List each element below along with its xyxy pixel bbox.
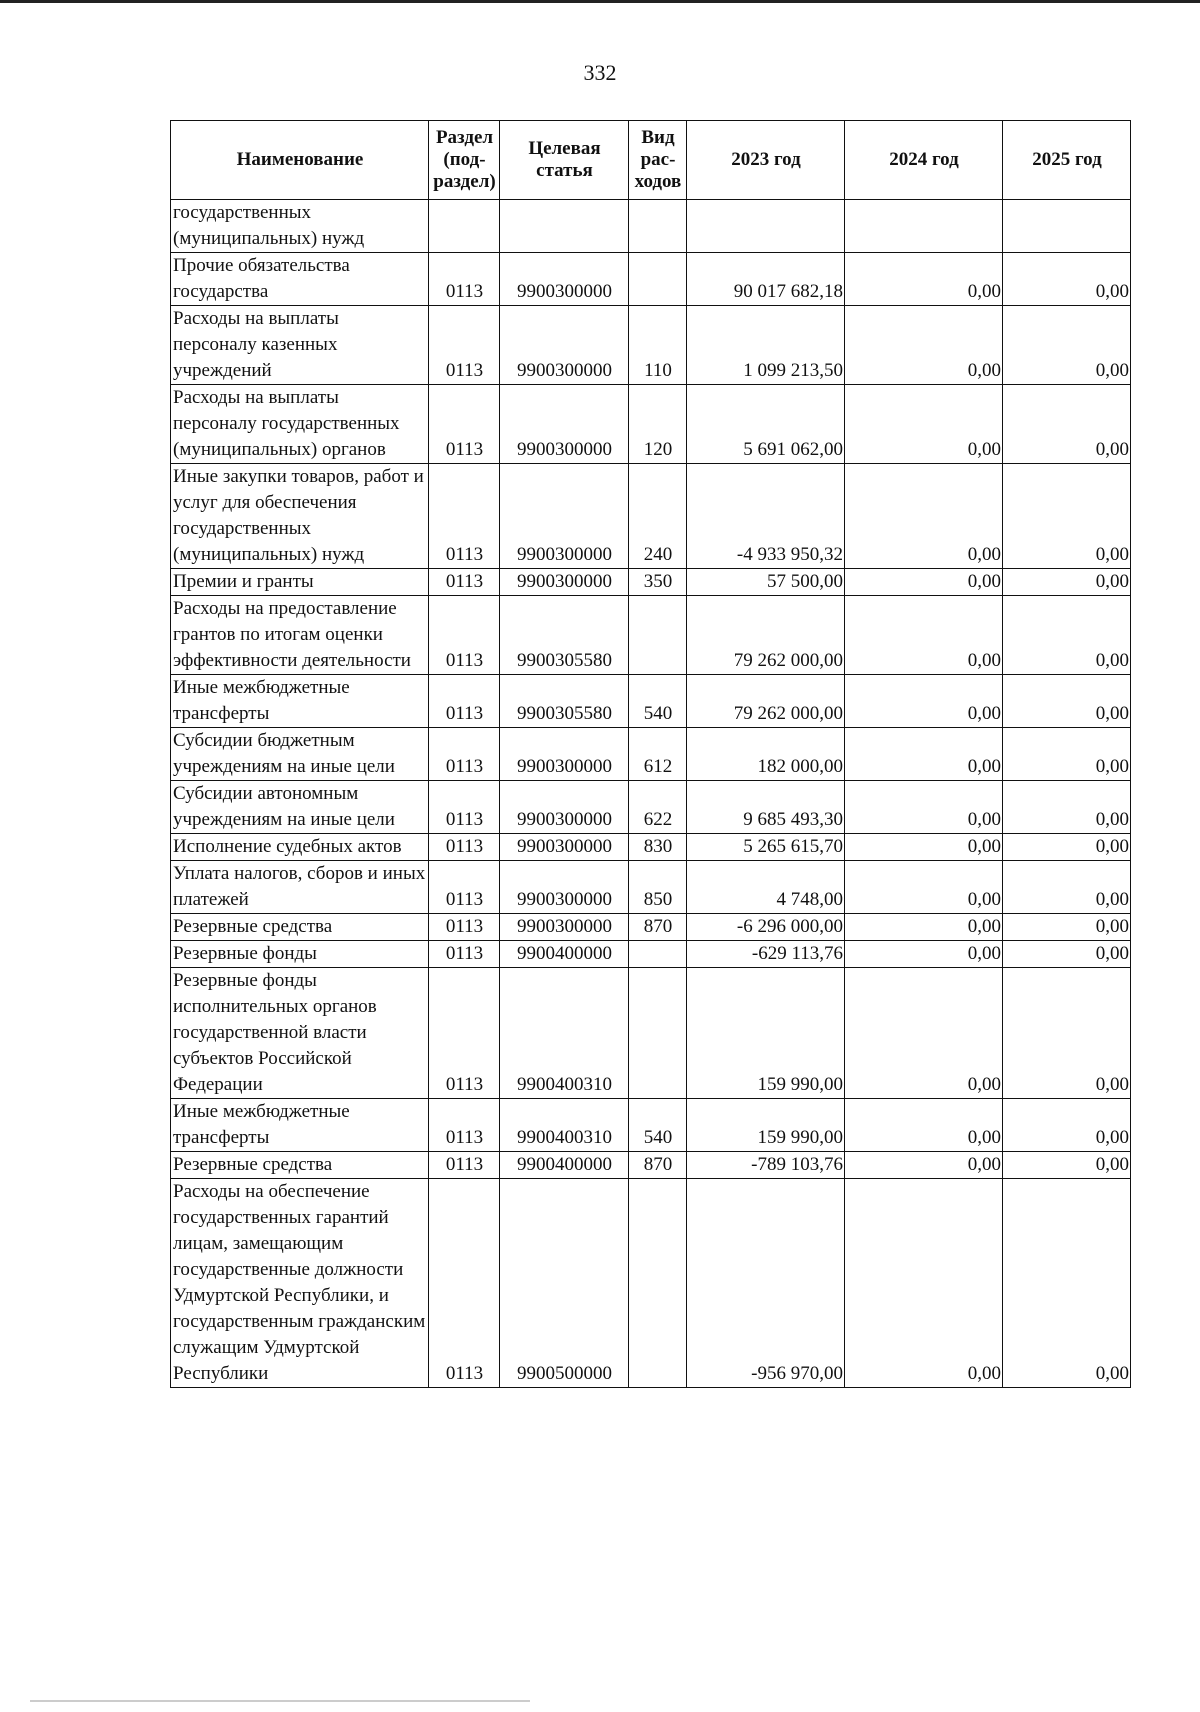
table-row [171,596,1131,675]
cell-section: 0113 [429,1152,500,1179]
cell-name: Субсидии бюджетным учреждениям на иные цели [171,728,429,781]
table-row [171,781,1131,834]
cell-section: 0113 [429,941,500,968]
cell-y2024: 0,00 [845,385,1003,464]
table-row [171,569,1131,596]
cell-article: 9900400000 [500,1152,629,1179]
cell-y2025: 0,00 [1003,253,1131,306]
cell-section: 0113 [429,306,500,385]
cell-kind [629,941,687,968]
cell-kind: 850 [629,861,687,914]
table-header-row [171,121,1131,200]
cell-y2024: 0,00 [845,306,1003,385]
cell-article: 9900400000 [500,941,629,968]
table-row [171,914,1131,941]
table-row [171,253,1131,306]
cell-y2025: 0,00 [1003,781,1131,834]
cell-y2023: 79 262 000,00 [687,596,845,675]
table-row [171,1179,1131,1388]
cell-y2025: 0,00 [1003,968,1131,1099]
cell-article [500,200,629,253]
table-row [171,941,1131,968]
cell-kind [629,253,687,306]
cell-section: 0113 [429,914,500,941]
cell-y2023: 4 748,00 [687,861,845,914]
table-row [171,861,1131,914]
cell-kind [629,1179,687,1388]
cell-section: 0113 [429,385,500,464]
cell-section: 0113 [429,781,500,834]
cell-y2025: 0,00 [1003,914,1131,941]
cell-y2023: 159 990,00 [687,968,845,1099]
cell-y2024: 0,00 [845,728,1003,781]
cell-kind: 240 [629,464,687,569]
header-name: Наименование [171,121,429,200]
cell-y2025: 0,00 [1003,941,1131,968]
cell-y2025: 0,00 [1003,464,1131,569]
cell-article: 9900400310 [500,968,629,1099]
table-row [171,968,1131,1099]
cell-section: 0113 [429,596,500,675]
budget-table [170,120,1131,1388]
cell-kind: 870 [629,1152,687,1179]
table-row [171,1099,1131,1152]
cell-article: 9900500000 [500,1179,629,1388]
cell-y2024: 0,00 [845,464,1003,569]
cell-y2023 [687,200,845,253]
cell-article: 9900300000 [500,464,629,569]
table-row [171,728,1131,781]
cell-y2025: 0,00 [1003,861,1131,914]
cell-y2025: 0,00 [1003,385,1131,464]
cell-y2023: 1 099 213,50 [687,306,845,385]
cell-y2024: 0,00 [845,569,1003,596]
cell-article: 9900300000 [500,306,629,385]
cell-name: Иные межбюджетные трансферты [171,1099,429,1152]
cell-y2023: 57 500,00 [687,569,845,596]
cell-y2024: 0,00 [845,914,1003,941]
cell-y2024 [845,200,1003,253]
cell-y2025 [1003,200,1131,253]
cell-name: Премии и гранты [171,569,429,596]
cell-kind: 120 [629,385,687,464]
cell-article: 9900300000 [500,914,629,941]
cell-kind: 350 [629,569,687,596]
cell-y2024: 0,00 [845,834,1003,861]
cell-y2023: 9 685 493,30 [687,781,845,834]
table-row [171,464,1131,569]
table-row [171,200,1131,253]
cell-y2024: 0,00 [845,253,1003,306]
header-2023: 2023 год [687,121,845,200]
cell-name: Иные межбюджетные трансферты [171,675,429,728]
table-row [171,385,1131,464]
cell-name: Расходы на предоставление грантов по итогам оценки эффективности деятельности [171,596,429,675]
cell-kind [629,200,687,253]
header-2024: 2024 год [845,121,1003,200]
cell-name: Исполнение судебных актов [171,834,429,861]
header-section: Раздел (под- раздел) [429,121,500,200]
cell-y2025: 0,00 [1003,675,1131,728]
cell-y2023: 90 017 682,18 [687,253,845,306]
cell-kind: 540 [629,1099,687,1152]
cell-section: 0113 [429,675,500,728]
cell-article: 9900300000 [500,781,629,834]
cell-y2024: 0,00 [845,675,1003,728]
cell-y2024: 0,00 [845,941,1003,968]
cell-article: 9900400310 [500,1099,629,1152]
cell-section: 0113 [429,253,500,306]
cell-y2025: 0,00 [1003,728,1131,781]
cell-name: Расходы на обеспечение государственных гарантий лицам, замещающим государственные должности Удмуртской Республики, и государственным гражданским служащим Удмуртской Республики [171,1179,429,1388]
cell-kind [629,596,687,675]
cell-name: Иные закупки товаров, работ и услуг для обеспечения государственных (муниципальных) нужд [171,464,429,569]
cell-kind: 870 [629,914,687,941]
cell-name: Резервные средства [171,914,429,941]
cell-y2025: 0,00 [1003,1152,1131,1179]
cell-article: 9900300000 [500,728,629,781]
cell-kind: 540 [629,675,687,728]
cell-name: Субсидии автономным учреждениям на иные цели [171,781,429,834]
cell-y2023: 5 691 062,00 [687,385,845,464]
cell-article: 9900300000 [500,569,629,596]
cell-y2023: 5 265 615,70 [687,834,845,861]
table-row [171,834,1131,861]
cell-y2023: -629 113,76 [687,941,845,968]
cell-section: 0113 [429,834,500,861]
header-article: Целевая статья [500,121,629,200]
cell-section: 0113 [429,1179,500,1388]
bottom-scan-line [30,1700,530,1702]
cell-y2024: 0,00 [845,968,1003,1099]
cell-y2024: 0,00 [845,1152,1003,1179]
cell-section [429,200,500,253]
cell-section: 0113 [429,569,500,596]
cell-y2023: -956 970,00 [687,1179,845,1388]
cell-y2024: 0,00 [845,781,1003,834]
cell-section: 0113 [429,968,500,1099]
header-kind: Вид рас- ходов [629,121,687,200]
cell-y2025: 0,00 [1003,1099,1131,1152]
cell-name: Уплата налогов, сборов и иных платежей [171,861,429,914]
cell-y2023: 159 990,00 [687,1099,845,1152]
cell-kind: 622 [629,781,687,834]
cell-y2023: -6 296 000,00 [687,914,845,941]
cell-name: Резервные фонды [171,941,429,968]
header-2025: 2025 год [1003,121,1131,200]
table-row [171,306,1131,385]
cell-article: 9900305580 [500,596,629,675]
cell-article: 9900300000 [500,861,629,914]
cell-name: Прочие обязательства государства [171,253,429,306]
cell-section: 0113 [429,861,500,914]
cell-y2024: 0,00 [845,1099,1003,1152]
cell-kind: 110 [629,306,687,385]
table-row [171,675,1131,728]
cell-y2023: -789 103,76 [687,1152,845,1179]
cell-article: 9900300000 [500,385,629,464]
page-number: 332 [583,60,617,85]
cell-y2025: 0,00 [1003,569,1131,596]
top-border-line [0,0,1200,3]
cell-article: 9900305580 [500,675,629,728]
cell-y2024: 0,00 [845,861,1003,914]
cell-section: 0113 [429,728,500,781]
cell-kind [629,968,687,1099]
cell-article: 9900300000 [500,253,629,306]
cell-y2023: 79 262 000,00 [687,675,845,728]
cell-name: Резервные фонды исполнительных органов государственной власти субъектов Российской Федерации [171,968,429,1099]
cell-y2023: -4 933 950,32 [687,464,845,569]
cell-name: Расходы на выплаты персоналу государственных (муниципальных) органов [171,385,429,464]
cell-y2025: 0,00 [1003,306,1131,385]
cell-name: Резервные средства [171,1152,429,1179]
cell-y2025: 0,00 [1003,596,1131,675]
cell-y2025: 0,00 [1003,834,1131,861]
cell-section: 0113 [429,464,500,569]
cell-kind: 612 [629,728,687,781]
cell-section: 0113 [429,1099,500,1152]
cell-y2023: 182 000,00 [687,728,845,781]
cell-name: Расходы на выплаты персоналу казенных учреждений [171,306,429,385]
cell-y2024: 0,00 [845,1179,1003,1388]
table-row [171,1152,1131,1179]
cell-y2025: 0,00 [1003,1179,1131,1388]
cell-article: 9900300000 [500,834,629,861]
cell-y2024: 0,00 [845,596,1003,675]
cell-kind: 830 [629,834,687,861]
cell-name: государственных (муниципальных) нужд [171,200,429,253]
